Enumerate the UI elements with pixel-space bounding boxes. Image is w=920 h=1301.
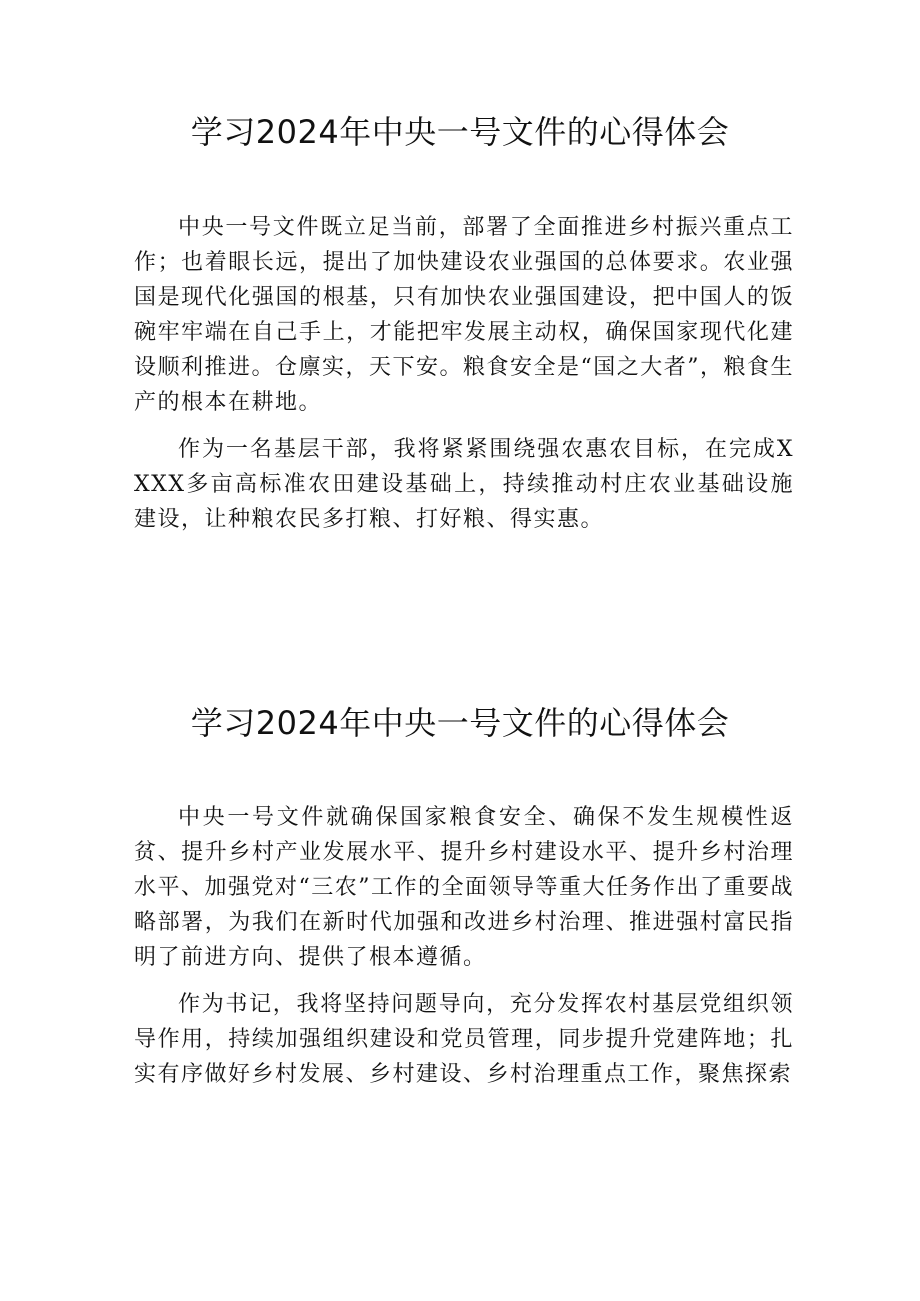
article-1-paragraph-2: 作为一名基层干部，我将紧紧围绕强农惠农目标，在完成XXXX多亩高标准农田建设基础上，持续推动村庄农业基础设施建设，让种粮农民多打粮、打好粮、得实惠。: [134, 437, 794, 532]
article-2-paragraph-1: 中央一号文件就确保国家粮食安全、确保不发生规模性返贫、提升乡村产业发展水平、提升乡村建设水平、提升乡村治理水平、加强党对“三农”工作的全面领导等重大任务作出了重要战略部署，为我们在新时代加强和改进乡村治理、推进强村富民指明了前进方向、提供了根本遵循。: [134, 805, 794, 970]
article-1-paragraph-1: 中央一号文件既立足当前，部署了全面推进乡村振兴重点工作；也着眼长远，提出了加快建设农业强国的总体要求。农业强国是现代化强国的根基，只有加快农业强国建设，把中国人的饭碗牢牢端在自己手上，才能把牢发展主动权，确保国家现代化建设顺利推进。仓廪实，天下安。粮食安全是“国之大者”，粮食生产的根本在耕地。: [134, 215, 794, 415]
article-2-paragraph-2: 作为书记，我将坚持问题导向，充分发挥农村基层党组织领导作用，持续加强组织建设和党员管理，同步提升党建阵地；扎实有序做好乡村发展、乡村建设、乡村治理重点工作，聚焦探索: [134, 992, 794, 1087]
article-title-1: 学习2024年中央一号文件的心得体会: [190, 113, 730, 151]
article-body-2: [134, 800, 794, 1104]
article-body-1: [134, 210, 794, 549]
article-title-2: 学习2024年中央一号文件的心得体会: [190, 704, 730, 742]
